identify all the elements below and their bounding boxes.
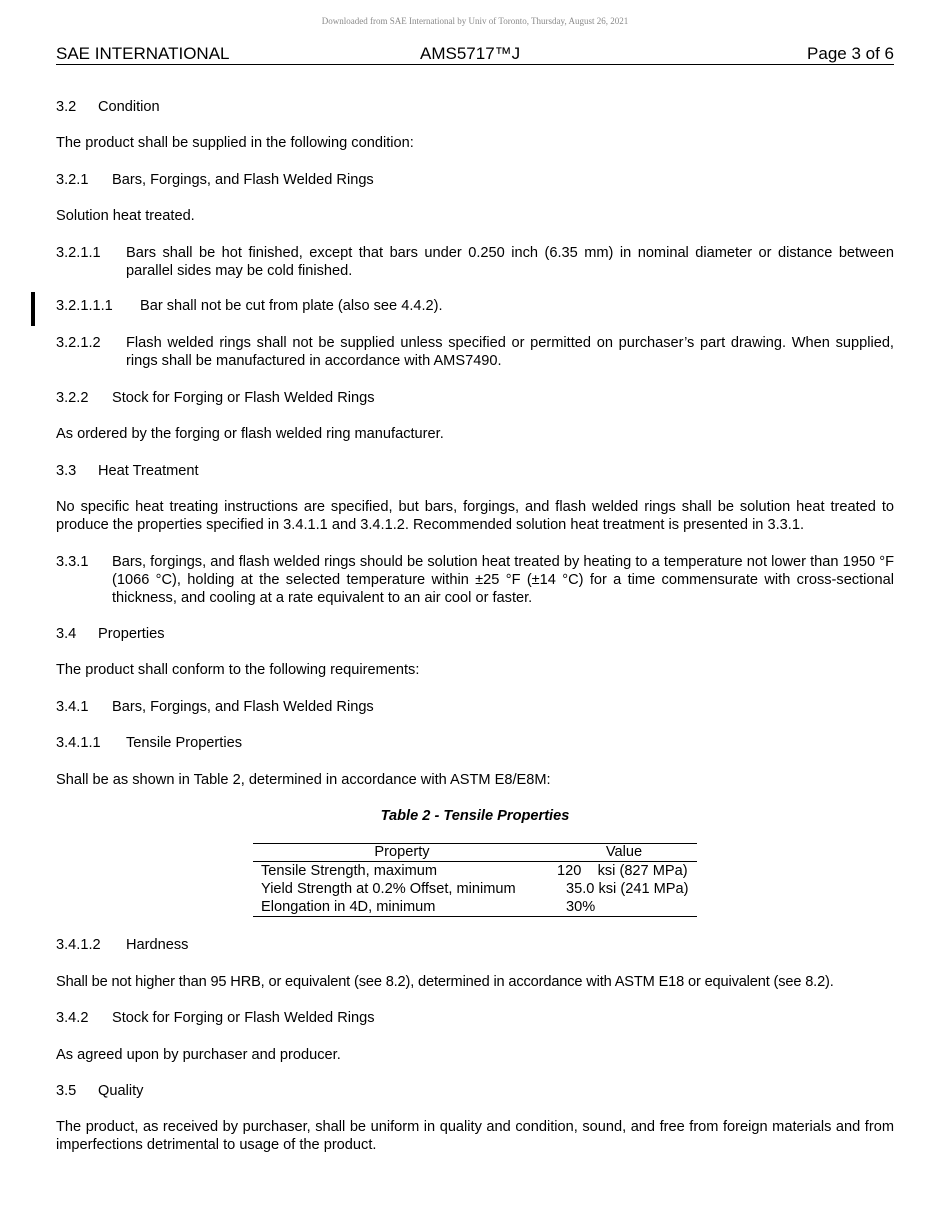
value-cell: 35.0 ksi (241 MPa): [566, 881, 689, 897]
page-header: [56, 44, 894, 65]
section-text: Flash welded rings shall not be supplied unless specified or permitted on purchaser’s part drawing. When supplied, rings shall be manufactured in accordance with AMS7490.: [126, 335, 894, 369]
section-text: Bars, forgings, and flash welded rings should be solution heat treated by heating to a temperature not lower than 1950 °F (1066 °C), holding at the selected temperature within ±25 °F (±14 °C) for a time commensurate with cross-sectional thickness, and cooling at a rate equivalent to an air cool or faster.: [112, 554, 894, 606]
value-cell: 120 ksi (827 MPa): [557, 863, 688, 879]
section-3-3-heading: [56, 462, 894, 480]
section-3-2-1-1-1: [56, 297, 894, 315]
section-title: Stock for Forging or Flash Welded Rings: [112, 390, 375, 406]
table-header-row: [253, 844, 697, 862]
section-number: 3.3.1: [56, 554, 89, 570]
paragraph: Shall be as shown in Table 2, determined in accordance with ASTM E8/E8M:: [56, 772, 551, 788]
section-title: Condition: [98, 99, 160, 115]
section-number: 3.4: [56, 626, 77, 642]
section-number: 3.2.2: [56, 390, 89, 406]
section-3-4-1-heading: [56, 698, 894, 716]
section-3-2-1-1: [56, 244, 894, 280]
section-3-4-1-2-heading: [56, 936, 894, 954]
column-header-value: Value: [551, 844, 697, 862]
section-number: 3.2.1.1.1: [56, 298, 113, 314]
section-title: Heat Treatment: [98, 463, 199, 479]
column-header-property: Property: [253, 844, 551, 862]
section-number: 3.2.1.2: [56, 335, 101, 351]
section-number: 3.4.1.1: [56, 735, 101, 751]
revision-change-bar: [31, 292, 35, 326]
section-3-3-1: [56, 553, 894, 607]
section-3-4-2-heading: [56, 1009, 894, 1027]
table-row: [253, 898, 697, 917]
section-title: Hardness: [126, 937, 189, 953]
section-text: Bars shall be hot finished, except that bars under 0.250 inch (6.35 mm) in nominal diameter or distance between parallel sides may be cold finished.: [126, 245, 894, 279]
section-title: Properties: [98, 626, 165, 642]
section-3-2-heading: [56, 98, 894, 116]
section-number: 3.2: [56, 99, 77, 115]
section-number: 3.4.1: [56, 699, 89, 715]
section-3-2-1-2: [56, 334, 894, 370]
paragraph: Solution heat treated.: [56, 208, 195, 224]
property-cell: Yield Strength at 0.2% Offset, minimum: [261, 881, 516, 897]
paragraph: Shall be not higher than 95 HRB, or equivalent (see 8.2), determined in accordance with ASTM E18 or equivalent (see 8.2).: [56, 974, 834, 990]
section-number: 3.5: [56, 1083, 77, 1099]
section-title: Bars, Forgings, and Flash Welded Rings: [112, 699, 374, 715]
table-row: [253, 880, 697, 898]
section-number: 3.4.2: [56, 1010, 89, 1026]
header-org: SAE INTERNATIONAL: [56, 44, 230, 63]
section-3-2-2-heading: [56, 389, 894, 407]
paragraph: No specific heat treating instructions are specified, but bars, forgings, and flash welded rings shall be solution heat treated to produce the properties specified in 3.4.1.1 and 3.4.1.2. Recommended solution heat treatment is presented in 3.3.1.: [56, 499, 894, 533]
header-page-number: Page 3 of 6: [807, 44, 894, 63]
section-number: 3.4.1.2: [56, 937, 101, 953]
section-number: 3.2.1: [56, 172, 89, 188]
section-3-5-heading: [56, 1082, 894, 1100]
section-title: Quality: [98, 1083, 144, 1099]
section-3-2-1-heading: [56, 171, 894, 189]
section-3-4-1-1-heading: [56, 734, 894, 752]
section-number: 3.2.1.1: [56, 245, 101, 261]
section-3-4-heading: [56, 625, 894, 643]
table-caption: Table 2 - Tensile Properties: [380, 808, 570, 824]
section-title: Bars, Forgings, and Flash Welded Rings: [112, 172, 374, 188]
paragraph: As ordered by the forging or flash welded ring manufacturer.: [56, 426, 444, 442]
paragraph: The product shall conform to the following requirements:: [56, 662, 420, 678]
property-cell: Elongation in 4D, minimum: [253, 898, 551, 917]
value-cell: 30%: [551, 898, 697, 917]
paragraph: The product shall be supplied in the following condition:: [56, 135, 414, 151]
section-title: Tensile Properties: [126, 735, 242, 751]
section-title: Stock for Forging or Flash Welded Rings: [112, 1010, 375, 1026]
section-text: Bar shall not be cut from plate (also see 4.4.2).: [140, 298, 443, 314]
header-doc-number: AMS5717™J: [420, 44, 521, 63]
property-cell: Tensile Strength, maximum: [261, 863, 438, 879]
paragraph: As agreed upon by purchaser and producer.: [56, 1047, 341, 1063]
download-watermark: Downloaded from SAE International by Univ of Toronto, Thursday, August 26, 2021: [321, 16, 629, 26]
paragraph: The product, as received by purchaser, shall be uniform in quality and condition, sound, and free from foreign materials and from imperfections detrimental to usage of the product.: [56, 1119, 894, 1153]
section-number: 3.3: [56, 463, 77, 479]
tensile-properties-table: [253, 843, 697, 917]
table-row: [253, 862, 697, 881]
